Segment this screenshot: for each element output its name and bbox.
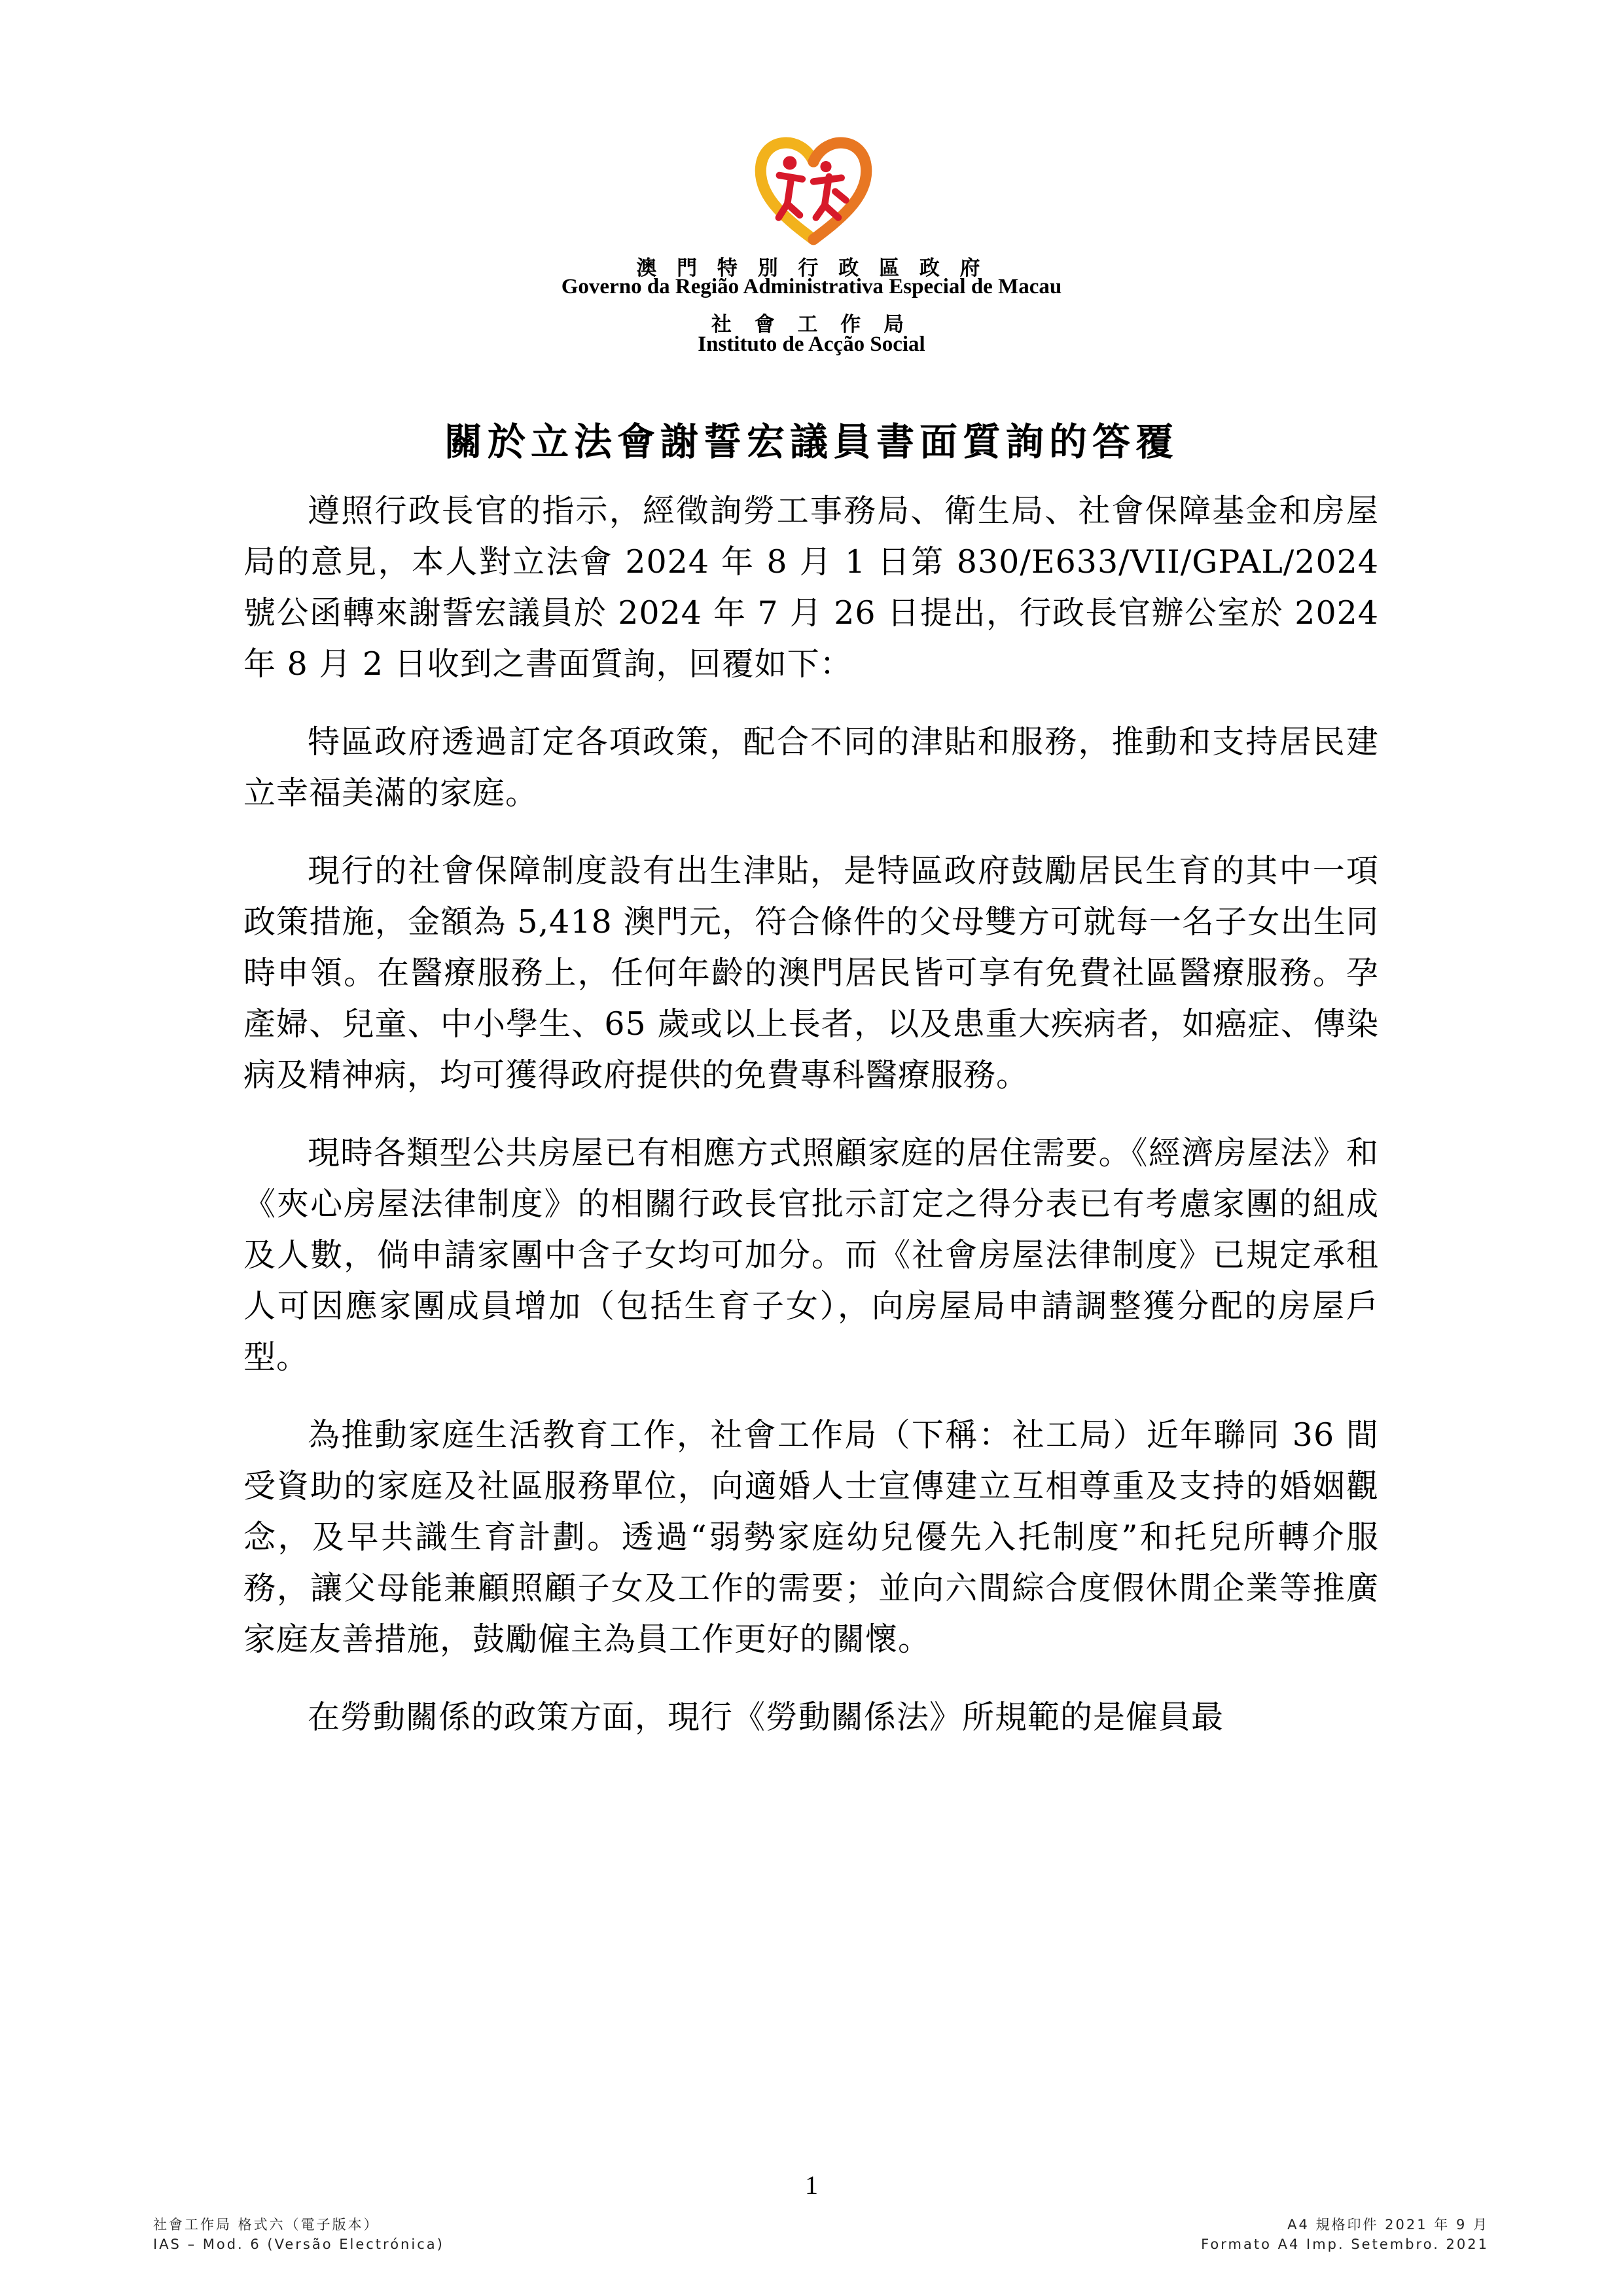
footer-print-pt: Formato A4 Imp. Setembro. 2021 [1201, 2236, 1489, 2252]
government-name-pt: Governo da Região Administrativa Especial de Macau [561, 275, 1062, 298]
paragraph-labour-relations: 在勞動關係的政策方面，現行《勞動關係法》所規範的是僱員最 [308, 1698, 1224, 1736]
footer-form-pt: IAS – Mod. 6 (Versão Electrónica) [153, 2236, 444, 2252]
footer-form-info [153, 2215, 444, 2254]
document-body [243, 486, 1379, 1770]
paragraph-family-policy: 特區政府透過訂定各項政策，配合不同的津貼和服務，推動和支持居民建立幸福美滿的家庭。 [243, 723, 1379, 812]
paragraph-birth-allowance: 現行的社會保障制度設有出生津貼，是特區政府鼓勵居民生育的其中一項政策措施，金額為 5,418 澳門元，符合條件的父母雙方可就每一名子女出生同時申領。在醫療服務上，任何年齡的澳門居民皆可享有免費社區醫療服務。孕產婦、兒童、中小學生、65 歲或以上長者，以及患重大疾病者，如癌症、傳染病及精神病，均可獲得政府提供的免費專科醫療服務。 [243, 852, 1379, 1094]
government-name-zh: 澳 門 特 別 行 政 區 政 府 [636, 257, 987, 280]
page-number: 1 [805, 2170, 818, 2200]
paragraph-family-education: 為推動家庭生活教育工作，社會工作局（下稱：社工局）近年聯同 36 間受資助的家庭及社區服務單位，向適婚人士宣傳建立互相尊重及支持的婚姻觀念，及早共識生育計劃。透過“弱勢家庭幼兒優先入托制度”和托兒所轉介服務，讓父母能兼顧照顧子女及工作的需要；並向六間綜合度假休閒企業等推廣家庭友善措施，鼓勵僱主為員工作更好的關懷。 [243, 1416, 1379, 1658]
document-title: 關於立法會謝誓宏議員書面質詢的答覆 [444, 420, 1179, 464]
footer-print-info [1201, 2215, 1489, 2254]
footer-print-zh: A4 規格印件 2021 年 9 月 [1287, 2217, 1489, 2233]
ias-heart-logo [751, 124, 876, 249]
heart-logo-icon [751, 124, 876, 249]
paragraph-public-housing: 現時各類型公共房屋已有相應方式照顧家庭的居住需要。《經濟房屋法》和《夾心房屋法律制度》的相關行政長官批示訂定之得分表已有考慮家團的組成及人數，倘申請家團中含子女均可加分。而《社會房屋法律制度》已規定承租人可因應家團成員增加（包括生育子女），向房屋局申請調整獲分配的房屋戶型。 [243, 1134, 1379, 1376]
footer-form-zh: 社會工作局 格式六（電子版本） [153, 2217, 380, 2233]
department-name-pt: Instituto de Acção Social [698, 332, 925, 356]
paragraph-intro: 遵照行政長官的指示，經徵詢勞工事務局、衛生局、社會保障基金和房屋局的意見，本人對立法會 2024 年 8 月 1 日第 830/E633/VII/GPAL/2024 號公函轉來謝誓宏議員於 2024 年 7 月 26 日提出，行政長官辦公室於 2024 年 8 月 2 日收到之書面質詢，回覆如下： [243, 492, 1379, 683]
department-name-zh: 社 會 工 作 局 [711, 313, 912, 336]
